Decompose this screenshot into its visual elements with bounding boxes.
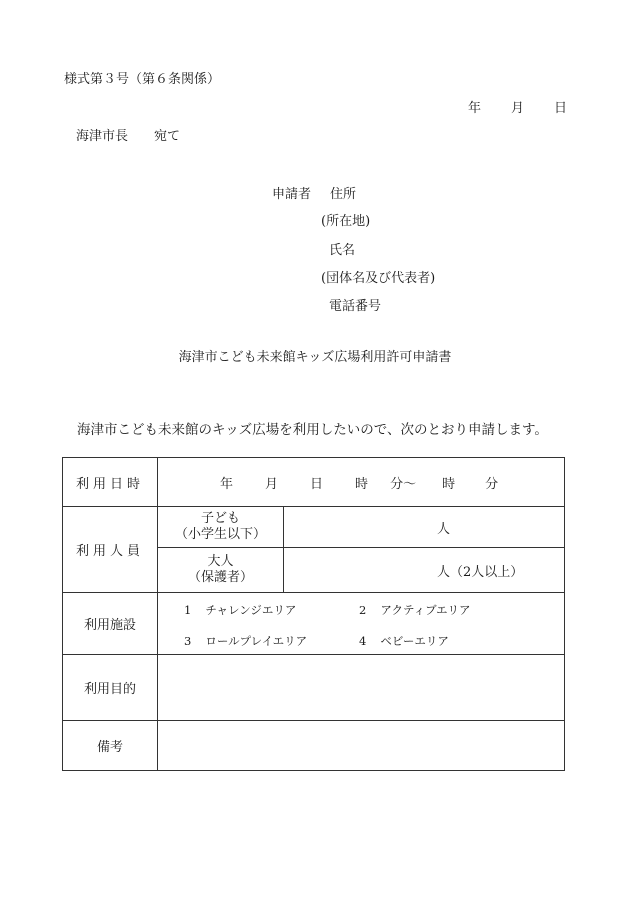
facility-option-2[interactable]: 2 アクティブエリア	[359, 603, 471, 617]
addressee	[76, 125, 180, 144]
date-line	[468, 97, 567, 116]
facility-row	[63, 593, 565, 655]
intro-text: 海津市こども未来館のキッズ広場を利用したいので、次のとおり申請します。	[77, 422, 548, 438]
facility-option-3[interactable]: 3 ロールプレイエリア	[184, 634, 308, 648]
purpose-label: 利用目的	[63, 655, 158, 721]
datetime-label: 利用日時	[63, 458, 158, 507]
child-label: 子ども	[200, 511, 240, 526]
purpose-field[interactable]	[158, 655, 565, 721]
datetime-month: 月	[265, 476, 279, 492]
remarks-field[interactable]	[158, 721, 565, 771]
datetime-minute-start: 分〜	[390, 476, 417, 492]
remarks-row	[63, 721, 565, 771]
datetime-row	[63, 458, 565, 507]
child-sublabel: （小学生以下）	[174, 527, 266, 542]
facility-option-1[interactable]: 1 チャレンジエリア	[184, 603, 297, 617]
datetime-year: 年	[220, 476, 234, 492]
people-child-row	[63, 507, 565, 548]
applicant-block	[272, 183, 572, 313]
applicant-phone-field[interactable]: 電話番号	[329, 299, 382, 314]
remarks-label: 備考	[63, 721, 158, 771]
date-year-field[interactable]: 年	[468, 101, 482, 116]
document-title: 海津市こども未来館キッズ広場利用許可申請書	[178, 350, 452, 365]
applicant-location-label: (所在地)	[321, 214, 371, 229]
applicant-address-field[interactable]: 住所	[330, 187, 357, 202]
purpose-row	[63, 655, 565, 721]
datetime-minute-end: 分	[485, 476, 499, 492]
datetime-hour-start: 時	[355, 476, 369, 492]
addressee-name: 海津市長	[76, 129, 129, 144]
applicant-name-field[interactable]: 氏名	[329, 243, 356, 258]
facility-option-4[interactable]: 4 ベビーエリア	[359, 634, 449, 648]
adult-count-field[interactable]	[284, 548, 565, 593]
adult-label-cell	[158, 548, 284, 593]
adult-sublabel: （保護者）	[187, 570, 253, 585]
facility-label: 利用施設	[63, 593, 158, 655]
form-number: 様式第３号（第６条関係）	[64, 72, 221, 87]
adult-unit: 人（2人以上）	[437, 564, 524, 580]
applicant-label: 申請者	[272, 187, 312, 202]
application-table	[62, 457, 565, 771]
child-unit: 人	[437, 521, 451, 537]
datetime-hour-end: 時	[442, 476, 456, 492]
datetime-day: 日	[310, 476, 324, 492]
date-day-field[interactable]: 日	[554, 101, 568, 116]
child-label-cell	[158, 507, 284, 548]
people-label: 利用人員	[63, 507, 158, 593]
adult-label: 大人	[207, 554, 234, 569]
addressee-suffix: 宛て	[154, 129, 181, 144]
child-count-field[interactable]	[284, 507, 565, 548]
applicant-org-rep-label: (団体名及び代表者)	[321, 271, 436, 286]
date-month-field[interactable]: 月	[511, 101, 525, 116]
facility-options	[158, 593, 565, 655]
datetime-field[interactable]	[158, 458, 565, 507]
